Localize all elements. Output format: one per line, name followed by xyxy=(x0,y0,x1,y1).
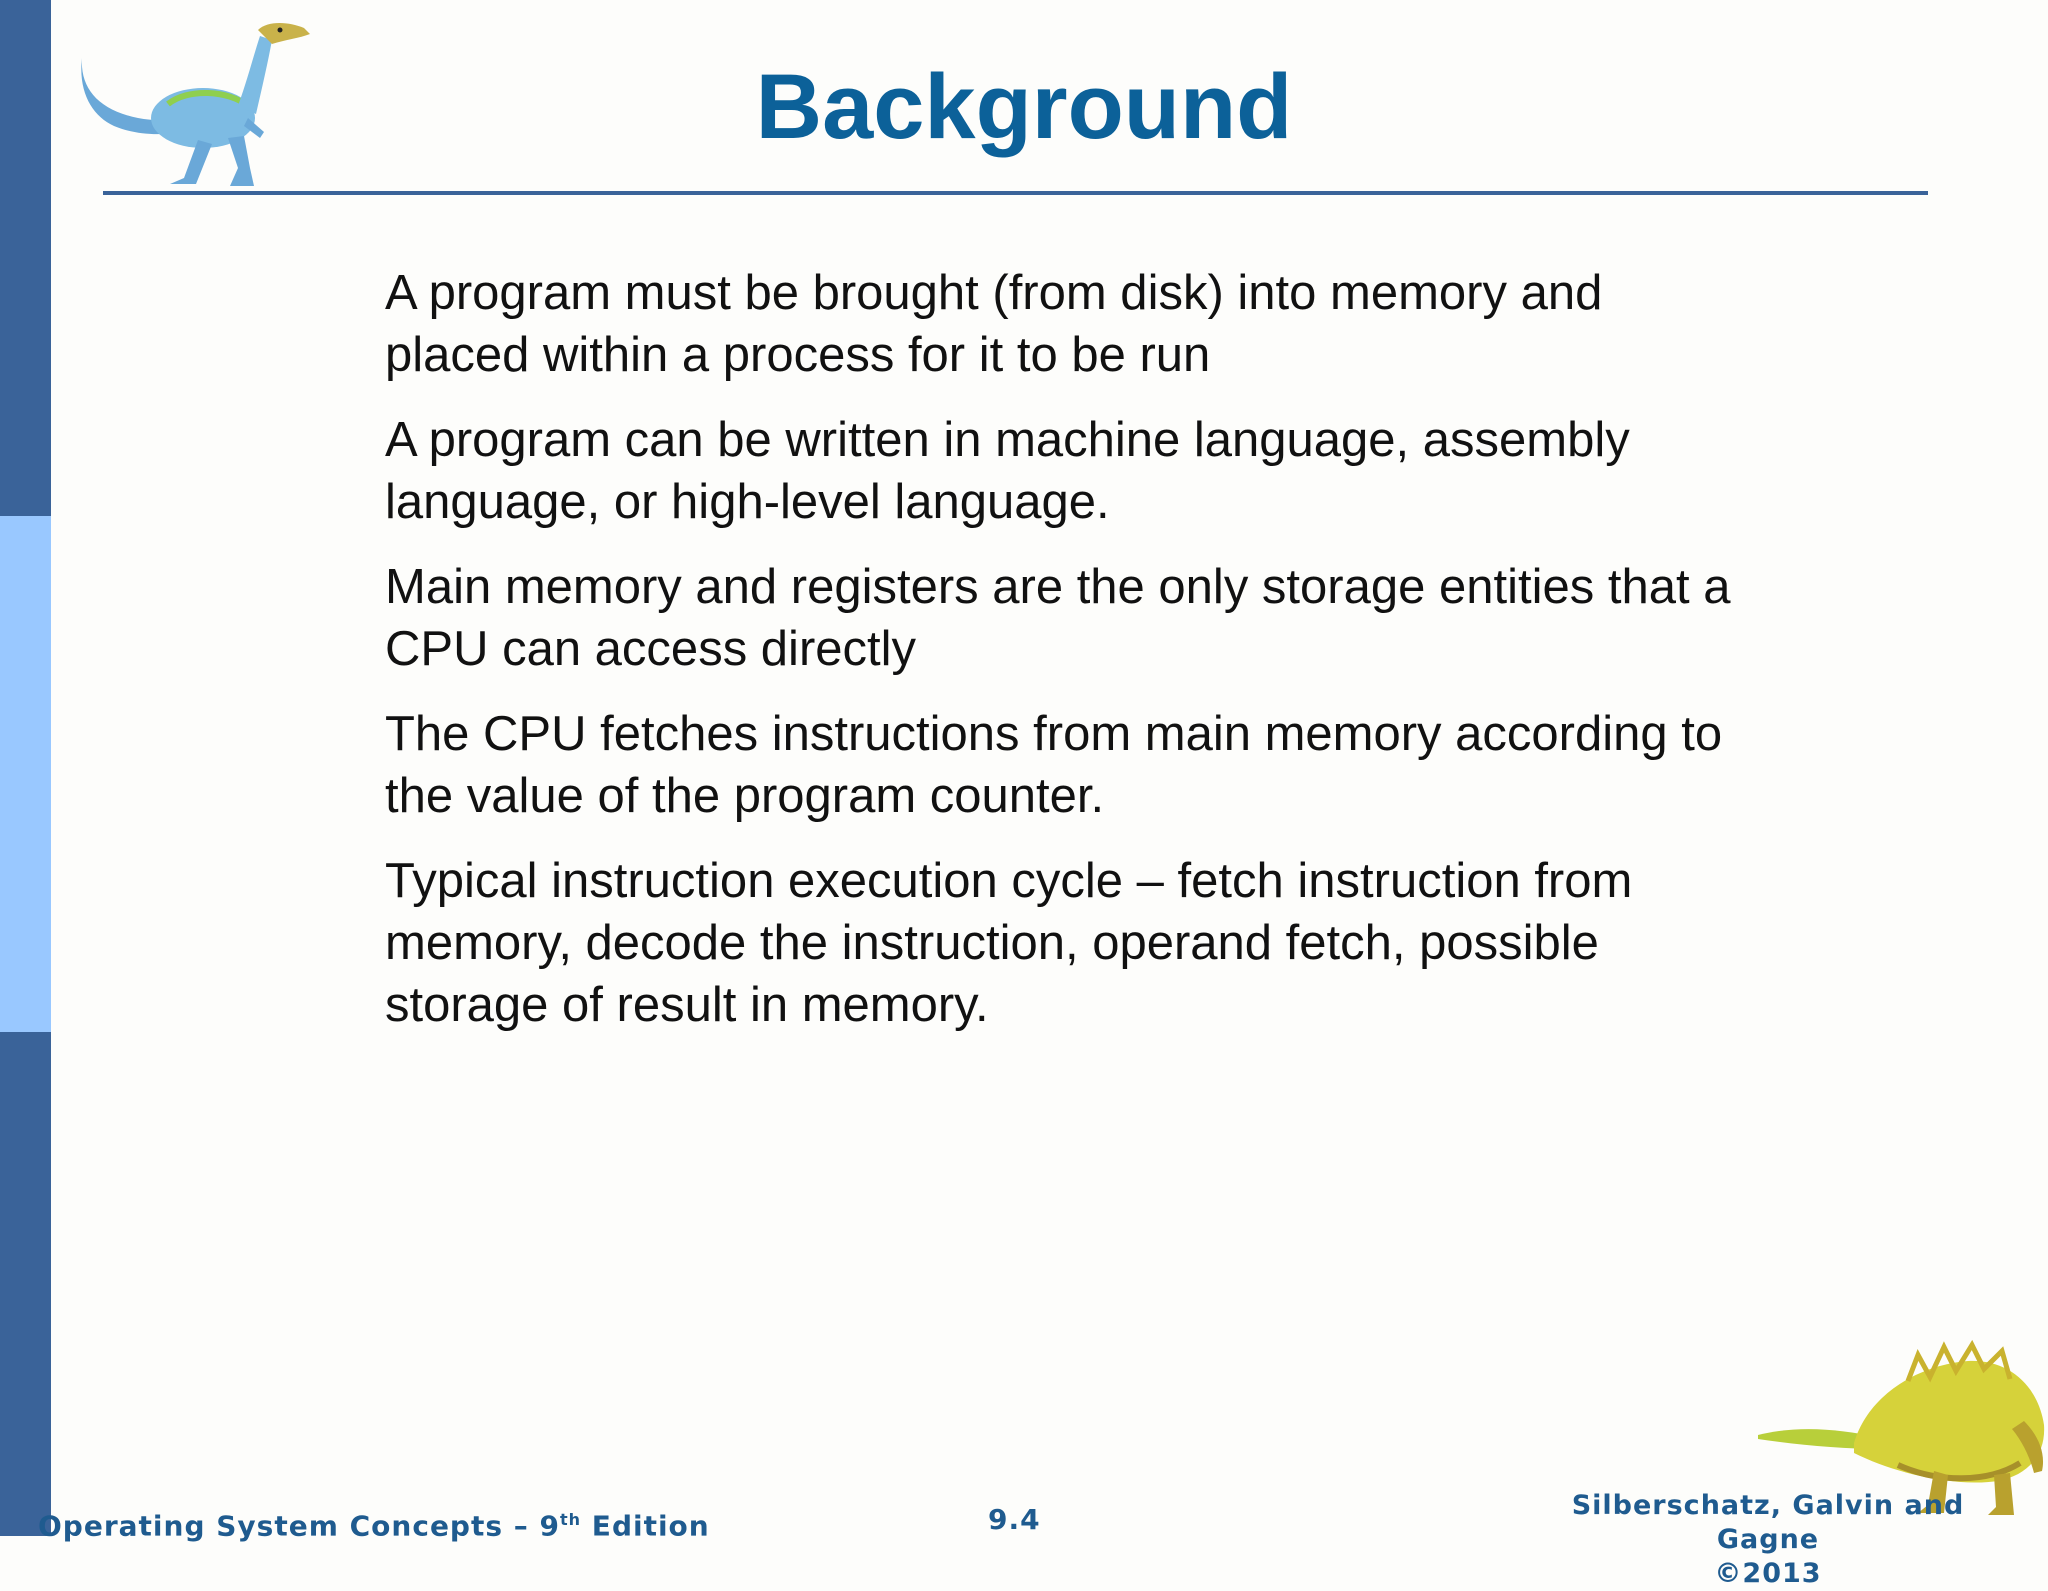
footer-copyright: ©2013 xyxy=(1714,1558,1822,1589)
title-divider xyxy=(103,191,1928,195)
bullet-item-program-counter: The CPU fetches instructions from main memory according to the value of the program counter. xyxy=(385,707,1723,823)
bullet-item-execution-cycle: Typical instruction execution cycle – fetch instruction from memory, decode the instruction, operand fetch, possible storage of result in memory. xyxy=(385,854,1633,1032)
footer-book-suffix: Edition xyxy=(581,1509,710,1543)
sidebar-band-bottom xyxy=(0,1032,51,1536)
slide-title: Background xyxy=(755,56,1293,158)
footer-page-number: 9.4 xyxy=(988,1503,1041,1536)
bullet-item-program-loading: A program must be brought (from disk) into memory and placed within a process for it to be run xyxy=(385,266,1603,382)
bullet-item-program-languages: A program can be written in machine language, assembly language, or high-level language. xyxy=(385,413,1630,529)
sidebar-band-middle xyxy=(0,516,51,1032)
footer-credits xyxy=(1538,1489,1998,1589)
footer-book-superscript: th xyxy=(560,1510,582,1529)
footer-authors: Silberschatz, Galvin and Gagne xyxy=(1571,1490,1965,1555)
footer-book-prefix: Operating System Concepts – 9 xyxy=(38,1509,561,1543)
bullet-list xyxy=(385,262,1985,1059)
bullet-item-storage-access: Main memory and registers are the only storage entities that a CPU can access directly xyxy=(385,560,1731,676)
footer-book-title xyxy=(38,1505,710,1541)
